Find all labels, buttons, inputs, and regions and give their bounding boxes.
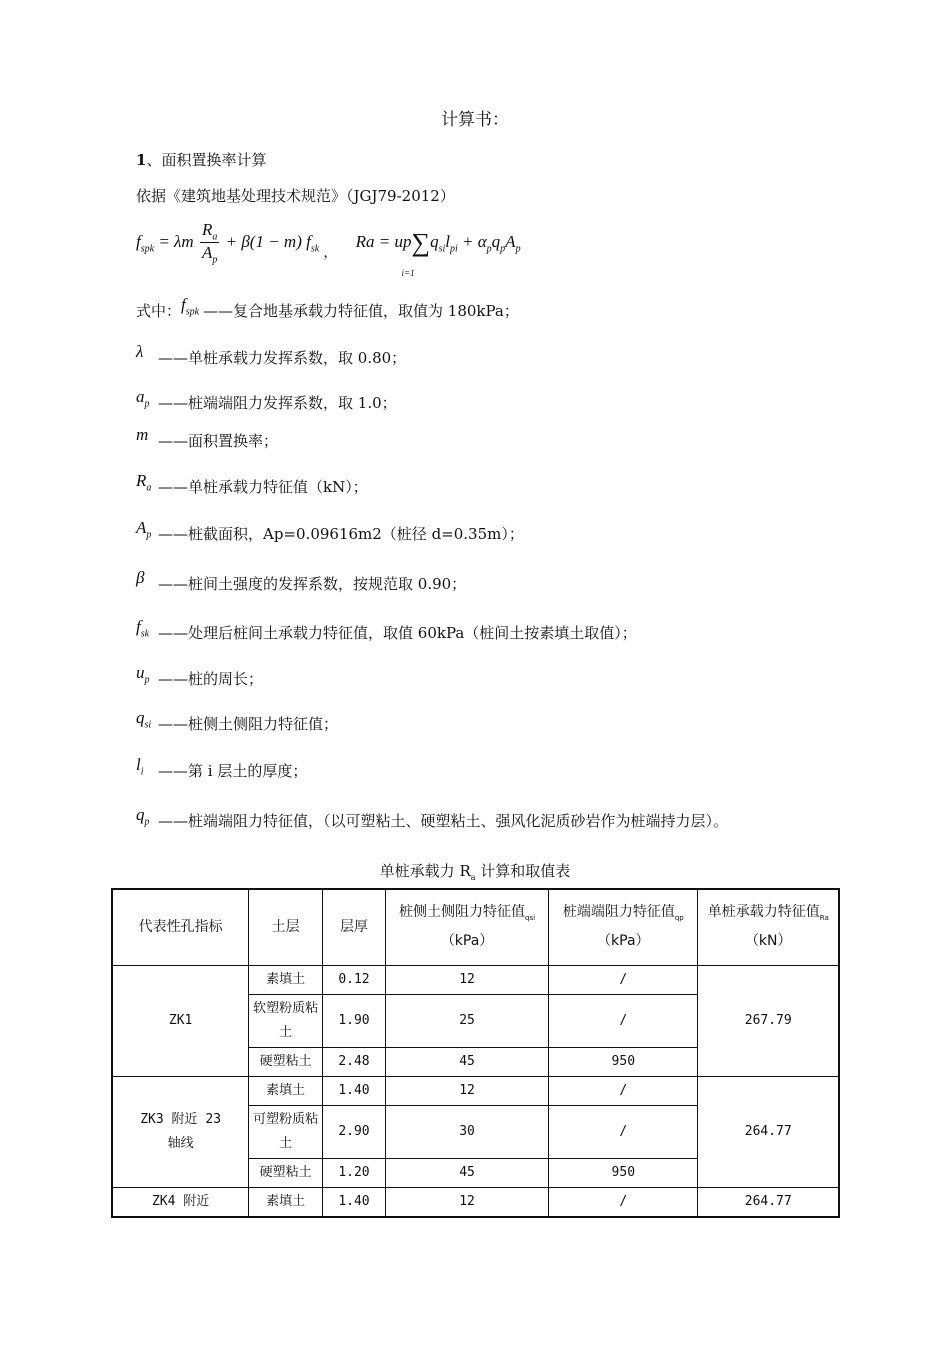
definition-row xyxy=(136,471,368,499)
definition-row xyxy=(136,295,519,323)
definition-text: ——面积置换率； xyxy=(158,432,279,450)
cell-qsi: 25 xyxy=(386,994,549,1047)
formula-separator: ， xyxy=(323,245,338,261)
definition-symbol: $a_p$ xyxy=(136,387,150,410)
cell-soil: 素填土 xyxy=(249,965,323,994)
table-row xyxy=(112,965,839,994)
cell-qp: / xyxy=(549,1105,698,1158)
definition-symbol: $q_p$ xyxy=(136,805,150,828)
code-basis: 依据《建筑地基处理技术规范》（JGJ79-2012） xyxy=(136,187,455,205)
header-qp: 桩端端阻力特征值$_{qp}$（kPa） xyxy=(549,889,698,965)
definition-text: ——单桩承载力发挥系数，取 0.80； xyxy=(158,349,407,367)
definition-text: ——桩端端阻力特征值，（以可塑粘土、硬塑粘土、强风化泥质砂岩作为桩端持力层）。 xyxy=(158,812,729,830)
table-caption: 单桩承载力 $R_a$ 计算和取值表 xyxy=(379,862,571,882)
definition-text: ——处理后桩间土承载力特征值，取值 60kPa（桩间土按素填土取值）； xyxy=(158,624,637,642)
cell-thickness: 1.40 xyxy=(322,1076,385,1105)
cell-qp: 950 xyxy=(549,1158,698,1187)
definition-row xyxy=(136,342,407,368)
cell-soil: 素填土 xyxy=(249,1187,323,1217)
definition-row xyxy=(136,708,339,736)
cell-qsi: 30 xyxy=(386,1105,549,1158)
cell-qp: 950 xyxy=(549,1047,698,1076)
cell-thickness: 1.40 xyxy=(322,1187,385,1217)
cell-thickness: 1.20 xyxy=(322,1158,385,1187)
cell-qsi: 12 xyxy=(386,1187,549,1217)
section-number: 1 xyxy=(136,151,147,169)
definition-row xyxy=(136,805,729,833)
definition-symbol: λ xyxy=(136,342,144,361)
definition-symbol: $R_a$ xyxy=(136,471,152,494)
definition-row xyxy=(136,568,467,594)
cell-qsi: 45 xyxy=(386,1158,549,1187)
definition-row xyxy=(136,755,308,783)
header-qsi: 桩侧土侧阻力特征值$_{qsi}$（kPa） xyxy=(386,889,549,965)
header-hole: 代表性孔指标 xyxy=(112,889,249,965)
definition-row xyxy=(136,387,397,415)
definition-row xyxy=(136,425,279,451)
definition-text: ——桩截面积，Ap=0.09616m2（桩径 d=0.35m）； xyxy=(158,525,524,543)
header-soil: 土层 xyxy=(249,889,323,965)
cell-qsi: 45 xyxy=(386,1047,549,1076)
definition-prefix: 式中： xyxy=(136,302,182,320)
definition-text: ——复合地基承载力特征值，取值为 180kPa； xyxy=(203,302,519,320)
cell-soil: 硬塑粘土 xyxy=(249,1047,323,1076)
section-title: 、面积置换率计算 xyxy=(146,151,267,169)
definition-text: ——桩侧土侧阻力特征值； xyxy=(158,715,339,733)
table-row xyxy=(112,1076,839,1105)
formula-block xyxy=(136,220,521,278)
formula2: Ra = up∑ i=1 $q_{si}l_{pi} + \alpha_pq_pA_p$ xyxy=(355,227,521,278)
cell-hole: ZK4 附近 xyxy=(112,1187,249,1217)
table-header-row xyxy=(112,889,839,965)
definition-symbol: $f_{spk}$ xyxy=(181,295,200,318)
definition-symbol: $q_{si}$ xyxy=(136,708,152,731)
header-ra: 单桩承载力特征值$_{Ra}$（kN） xyxy=(698,889,839,965)
sigma-symbol: ∑ xyxy=(411,227,431,257)
cell-qsi: 12 xyxy=(386,965,549,994)
definition-symbol: $l_i$ xyxy=(136,755,144,778)
cell-qp: / xyxy=(549,1187,698,1217)
cell-thickness: 2.48 xyxy=(322,1047,385,1076)
cell-hole: ZK1 xyxy=(112,965,249,1076)
formula1: $f_{spk} = \lambda m$ $\frac{R_a}{A_p}$ + β(1 − m) $f_{sk}$ xyxy=(136,220,320,266)
header-thickness: 层厚 xyxy=(322,889,385,965)
definition-text: ——第 i 层土的厚度； xyxy=(158,762,308,780)
cell-ra: 267.79 xyxy=(698,965,839,1076)
pile-capacity-table xyxy=(111,888,840,1218)
definition-symbol: $f_{sk}$ xyxy=(136,617,150,640)
cell-ra: 264.77 xyxy=(698,1076,839,1187)
cell-qsi: 12 xyxy=(386,1076,549,1105)
document-title: 计算书： xyxy=(441,110,509,130)
definition-text: ——桩端端阻力发挥系数，取 1.0； xyxy=(158,394,397,412)
definition-text: ——单桩承载力特征值（kN）； xyxy=(158,478,368,496)
cell-thickness: 2.90 xyxy=(322,1105,385,1158)
cell-thickness: 0.12 xyxy=(322,965,385,994)
fraction: $\frac{R_a}{A_p}$ xyxy=(201,220,218,266)
cell-thickness: 1.90 xyxy=(322,994,385,1047)
definition-symbol: $u_p$ xyxy=(136,663,150,686)
cell-qp: / xyxy=(549,965,698,994)
cell-soil: 可塑粉质粘土 xyxy=(249,1105,323,1158)
cell-qp: / xyxy=(549,1076,698,1105)
table-row xyxy=(112,1187,839,1217)
cell-soil: 硬塑粘土 xyxy=(249,1158,323,1187)
cell-ra: 264.77 xyxy=(698,1187,839,1217)
definition-text: ——桩的周长； xyxy=(158,670,264,688)
cell-hole: ZK3 附近 23 轴线 xyxy=(112,1076,249,1187)
definition-symbol: β xyxy=(136,568,145,587)
definition-row xyxy=(136,518,524,546)
cell-soil: 软塑粉质粘土 xyxy=(249,994,323,1047)
definition-row xyxy=(136,663,264,691)
cell-qp: / xyxy=(549,994,698,1047)
definition-text: ——桩间土强度的发挥系数，按规范取 0.90； xyxy=(158,575,467,593)
definition-row xyxy=(136,617,637,645)
definition-symbol: m xyxy=(136,425,149,444)
cell-soil: 素填土 xyxy=(249,1076,323,1105)
definition-symbol: $A_p$ xyxy=(136,518,152,541)
section-heading xyxy=(136,149,266,170)
